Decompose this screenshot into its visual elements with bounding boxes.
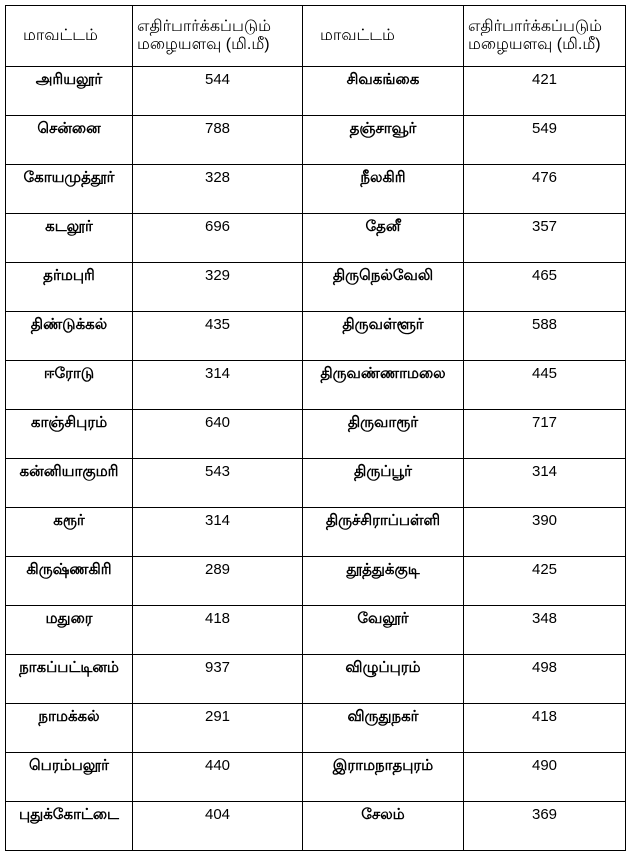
right-district-cell: இராமநாதபுரம் xyxy=(303,753,464,802)
left-rainfall-cell: 329 xyxy=(133,263,303,312)
table-row xyxy=(6,753,626,802)
right-district-cell: சிவகங்கை xyxy=(303,67,464,116)
right-rainfall-cell: 445 xyxy=(464,361,626,410)
table-row xyxy=(6,655,626,704)
table-row xyxy=(6,165,626,214)
right-rainfall-cell: 390 xyxy=(464,508,626,557)
table-row xyxy=(6,312,626,361)
left-district-cell: மதுரை xyxy=(6,606,133,655)
left-rainfall-cell: 328 xyxy=(133,165,303,214)
left-district-cell: கடலூர் xyxy=(6,214,133,263)
left-district-cell: பெரம்பலூர் xyxy=(6,753,133,802)
right-district-cell: நீலகிரி xyxy=(303,165,464,214)
left-rainfall-cell: 937 xyxy=(133,655,303,704)
right-district-cell: திருச்சிராப்பள்ளி xyxy=(303,508,464,557)
right-district-cell: திருவாரூர் xyxy=(303,410,464,459)
rainfall-table xyxy=(5,5,626,851)
right-rainfall-cell: 369 xyxy=(464,802,626,851)
right-rainfall-cell: 421 xyxy=(464,67,626,116)
header-district-left: மாவட்டம் xyxy=(6,6,133,67)
right-district-cell: விருதுநகர் xyxy=(303,704,464,753)
table-row xyxy=(6,557,626,606)
table-row xyxy=(6,459,626,508)
left-rainfall-cell: 696 xyxy=(133,214,303,263)
right-rainfall-cell: 476 xyxy=(464,165,626,214)
right-rainfall-cell: 490 xyxy=(464,753,626,802)
header-rainfall-line1: எதிர்பார்க்கப்படும் xyxy=(468,18,603,35)
left-rainfall-cell: 435 xyxy=(133,312,303,361)
table-body xyxy=(6,67,626,851)
table-row xyxy=(6,67,626,116)
left-rainfall-cell: 289 xyxy=(133,557,303,606)
table-row xyxy=(6,704,626,753)
left-rainfall-cell: 314 xyxy=(133,508,303,557)
right-rainfall-cell: 425 xyxy=(464,557,626,606)
right-district-cell: திருநெல்வேலி xyxy=(303,263,464,312)
left-rainfall-cell: 544 xyxy=(133,67,303,116)
left-rainfall-cell: 543 xyxy=(133,459,303,508)
right-district-cell: திருப்பூர் xyxy=(303,459,464,508)
header-rainfall-line2: மழையளவு (மி.மீ) xyxy=(468,36,601,53)
left-rainfall-cell: 314 xyxy=(133,361,303,410)
left-district-cell: புதுக்கோட்டை xyxy=(6,802,133,851)
header-rainfall-line1: எதிர்பார்க்கப்படும் xyxy=(137,18,272,35)
right-rainfall-cell: 498 xyxy=(464,655,626,704)
right-rainfall-cell: 348 xyxy=(464,606,626,655)
left-district-cell: நாகப்பட்டினம் xyxy=(6,655,133,704)
left-district-cell: தர்மபுரி xyxy=(6,263,133,312)
table-row xyxy=(6,263,626,312)
table-row xyxy=(6,116,626,165)
left-rainfall-cell: 404 xyxy=(133,802,303,851)
right-district-cell: தூத்துக்குடி xyxy=(303,557,464,606)
table-row xyxy=(6,214,626,263)
left-district-cell: கரூர் xyxy=(6,508,133,557)
left-rainfall-cell: 291 xyxy=(133,704,303,753)
right-rainfall-cell: 357 xyxy=(464,214,626,263)
left-district-cell: சென்னை xyxy=(6,116,133,165)
right-rainfall-cell: 717 xyxy=(464,410,626,459)
right-district-cell: வேலூர் xyxy=(303,606,464,655)
left-district-cell: கோயமுத்தூர் xyxy=(6,165,133,214)
table-row xyxy=(6,802,626,851)
table-row xyxy=(6,508,626,557)
right-district-cell: சேலம் xyxy=(303,802,464,851)
header-rainfall-line2: மழையளவு (மி.மீ) xyxy=(137,36,270,53)
right-district-cell: திருவள்ளூர் xyxy=(303,312,464,361)
right-rainfall-cell: 465 xyxy=(464,263,626,312)
table-row xyxy=(6,606,626,655)
right-rainfall-cell: 588 xyxy=(464,312,626,361)
right-rainfall-cell: 549 xyxy=(464,116,626,165)
header-row xyxy=(6,6,626,67)
left-rainfall-cell: 640 xyxy=(133,410,303,459)
left-district-cell: கன்னியாகுமரி xyxy=(6,459,133,508)
left-rainfall-cell: 418 xyxy=(133,606,303,655)
right-rainfall-cell: 418 xyxy=(464,704,626,753)
right-district-cell: திருவண்ணாமலை xyxy=(303,361,464,410)
header-rainfall-right xyxy=(464,6,626,67)
table-row xyxy=(6,361,626,410)
table-row xyxy=(6,410,626,459)
left-district-cell: கிருஷ்ணகிரி xyxy=(6,557,133,606)
left-rainfall-cell: 788 xyxy=(133,116,303,165)
right-district-cell: தேனீ xyxy=(303,214,464,263)
left-district-cell: அரியலூர் xyxy=(6,67,133,116)
left-district-cell: திண்டுக்கல் xyxy=(6,312,133,361)
left-rainfall-cell: 440 xyxy=(133,753,303,802)
right-district-cell: விழுப்புரம் xyxy=(303,655,464,704)
right-rainfall-cell: 314 xyxy=(464,459,626,508)
left-district-cell: காஞ்சிபுரம் xyxy=(6,410,133,459)
left-district-cell: ஈரோடு xyxy=(6,361,133,410)
header-rainfall-left xyxy=(133,6,303,67)
header-district-right: மாவட்டம் xyxy=(303,6,464,67)
left-district-cell: நாமக்கல் xyxy=(6,704,133,753)
right-district-cell: தஞ்சாவூர் xyxy=(303,116,464,165)
